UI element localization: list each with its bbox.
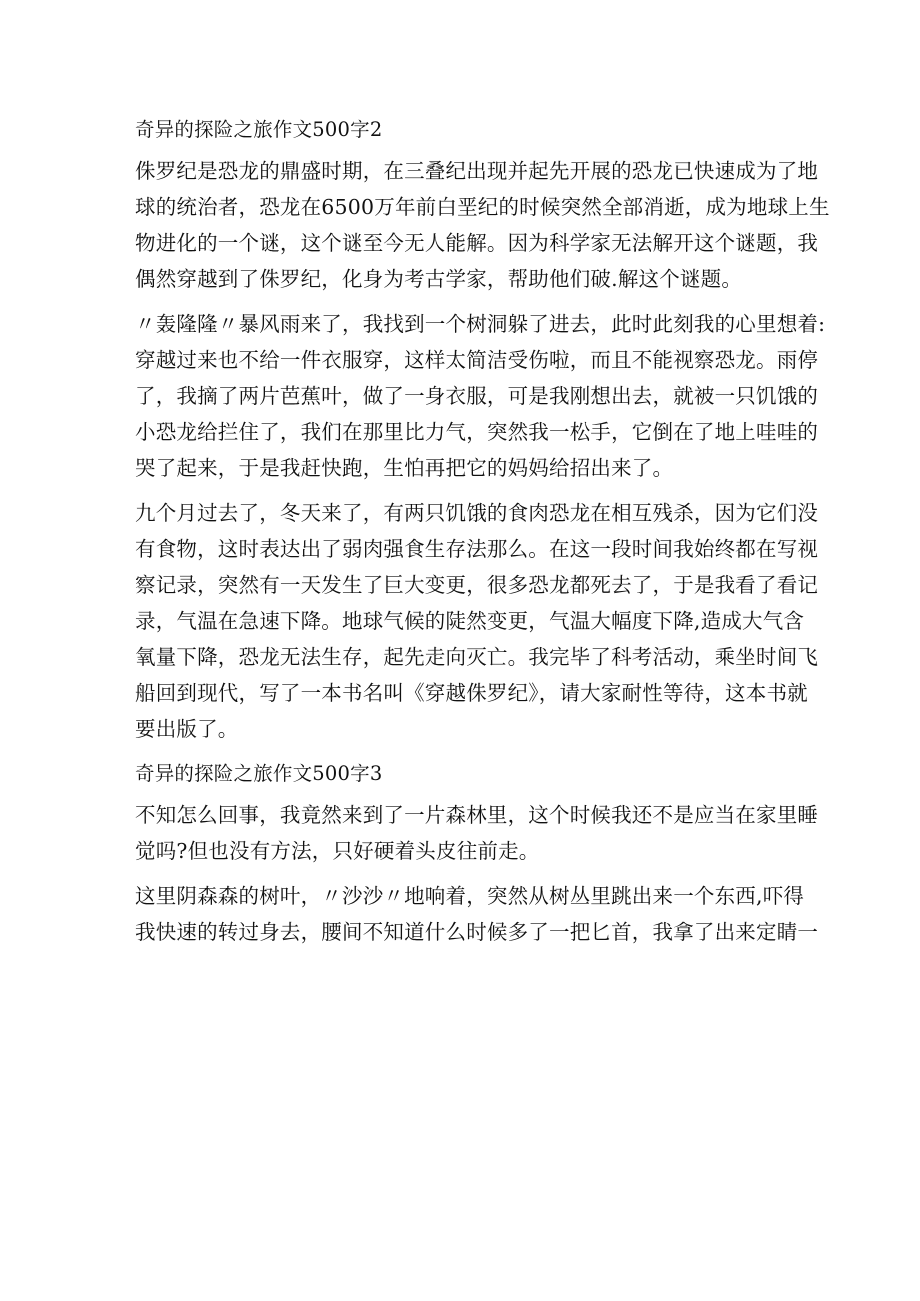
paragraph <box>135 797 819 869</box>
text-line: 球的统治者，恐龙在6500万年前白垩纪的时候突然全部消逝，成为地球上生 <box>135 195 830 219</box>
paragraph <box>135 153 830 297</box>
text-line: 奇异的探险之旅作文500字2 <box>135 118 383 141</box>
text-line: 船回到现代，写了一本书名叫《穿越侏罗纪》，请大家耐性等待，这本书就 <box>135 681 808 705</box>
text-line: 有食物，这时表达出了弱肉强食生存法那么。在这一段时间我始终都在写视 <box>135 537 819 561</box>
text-line: 奇异的探险之旅作文500字3 <box>135 762 383 785</box>
text-line: 穿越过来也不给一件衣服穿，这样太简洁受伤啦，而且不能视察恐龙。雨停 <box>135 348 819 372</box>
paragraph <box>135 495 819 747</box>
text-line: 九个月过去了，冬天来了，有两只饥饿的食肉恐龙在相互残杀，因为它们没 <box>135 501 819 525</box>
paragraph <box>135 306 826 486</box>
text-line: 录，气温在急速下降。地球气候的陡然变更，气温大幅度下降,造成大气含 <box>135 609 805 633</box>
text-line: 小恐龙给拦住了，我们在那里比力气，突然我一松手，它倒在了地上哇哇的 <box>135 420 819 444</box>
text-line: 物进化的一个谜，这个谜至今无人能解。因为科学家无法解开这个谜题，我 <box>135 231 819 255</box>
text-line: 不知怎么回事，我竟然来到了一片森林里，这个时候我还不是应当在家里睡 <box>135 803 819 827</box>
text-line: 哭了起来，于是我赶快跑，生怕再把它的妈妈给招出来了。 <box>135 456 674 480</box>
text-line: 察记录，突然有一天发生了巨大变更，很多恐龙都死去了，于是我看了看记 <box>135 573 819 597</box>
text-line: 我快速的转过身去，腰间不知道什么时候多了一把匕首，我拿了出来定睛一 <box>135 920 819 944</box>
essay-heading-2 <box>135 112 795 148</box>
text-line: 了，我摘了两片芭蕉叶，做了一身衣服，可是我刚想出去，就被一只饥饿的 <box>135 384 819 408</box>
text-line: 侏罗纪是恐龙的鼎盛时期，在三叠纪出现并起先开展的恐龙已快速成为了地 <box>135 159 819 183</box>
text-line: 要出版了。 <box>135 717 239 741</box>
document-body <box>135 112 830 950</box>
text-line: 〃轰隆隆〃暴风雨来了，我找到一个树洞躲了进去，此时此刻我的心里想着: <box>135 312 826 336</box>
paragraph <box>135 878 819 950</box>
text-line: 觉吗?但也没有方法，只好硬着头皮往前走。 <box>135 839 540 863</box>
text-line: 氧量下降，恐龙无法生存，起先走向灭亡。我完毕了科考活动，乘坐时间飞 <box>135 645 819 669</box>
text-line: 偶然穿越到了侏罗纪，化身为考古学家，帮助他们破.解这个谜题。 <box>135 267 743 291</box>
text-line: 这里阴森森的树叶，〃沙沙〃地响着，突然从树丛里跳出来一个东西,吓得 <box>135 884 805 908</box>
essay-heading-3 <box>135 756 795 792</box>
